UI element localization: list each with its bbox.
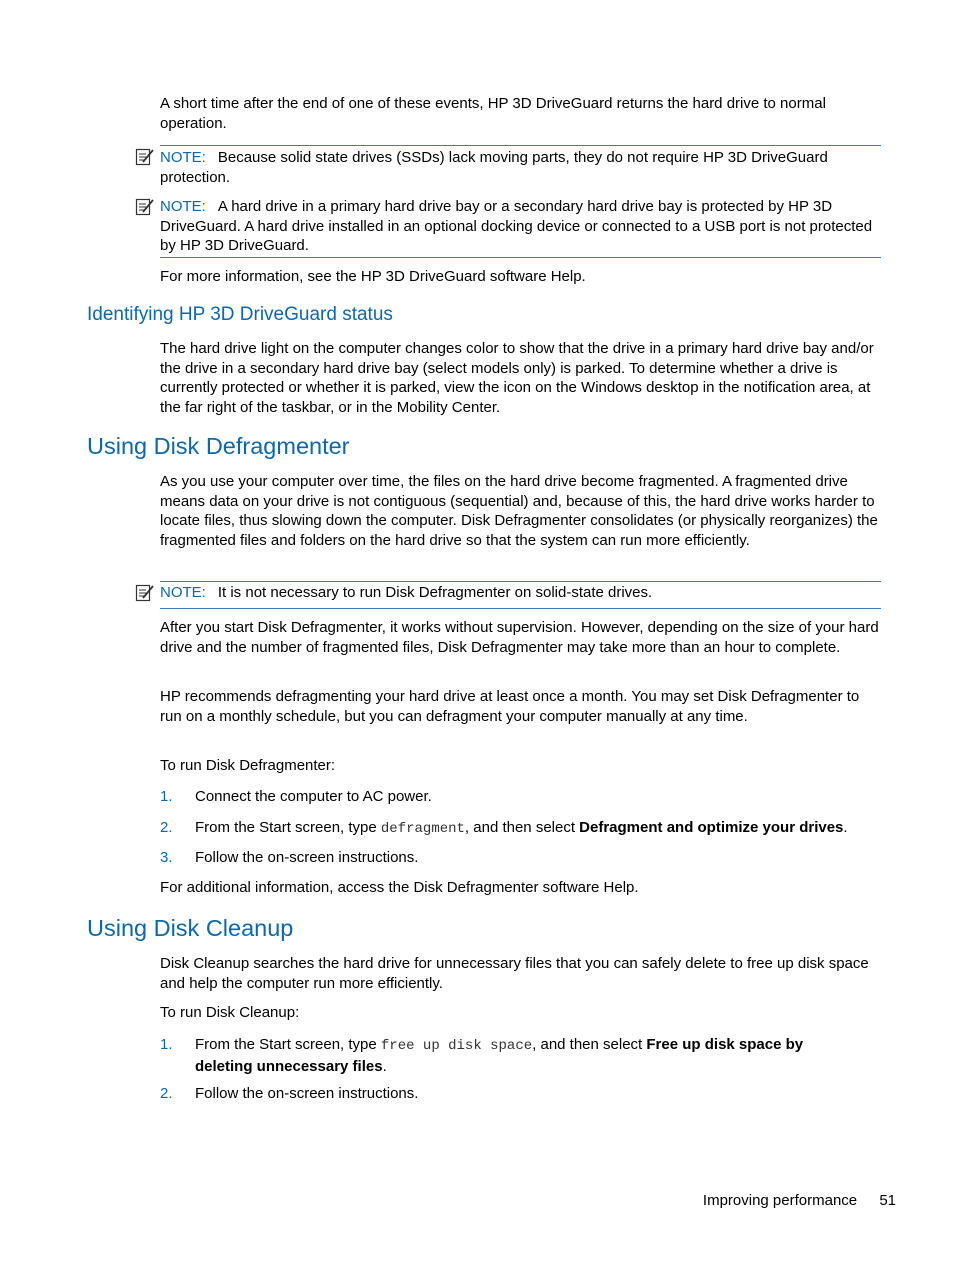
note-label: NOTE: [160,149,206,166]
option-name: Free up disk space by deleting unnecessary files [195,1036,804,1075]
step-text-mid: , and then select [464,819,580,836]
defrag-to-run: To run Disk Defragmenter: [160,757,336,774]
step-text-mid: , and then select [532,1036,647,1053]
step-text-pre: From the Start screen, type [195,819,381,836]
step-text [195,1035,855,1076]
note-icon [135,147,155,167]
defrag-additional-info: For additional information, access the Disk Defragmenter software Help. [160,879,639,896]
step-number: 1. [160,788,173,805]
note-3 [160,583,884,603]
command-text: free up disk space [380,1038,533,1054]
note-label: NOTE: [160,584,206,601]
intro-paragraph: A short time after the end of one of these events, HP 3D DriveGuard returns the hard drive to normal operation. [160,95,826,132]
step-text-pre: From the Start screen, type [195,1036,381,1053]
step-text-post: . [843,819,848,836]
list-item [160,818,884,838]
note-icon [135,583,155,603]
heading-disk-defragmenter: Using Disk Defragmenter [87,433,350,459]
note-2-text: A hard drive in a primary hard drive bay or a secondary hard drive bay is protected by HP 3D DriveGuard. A hard drive installed in an optional docking device or connected to a USB port is not protected by HP 3D DriveGuard. [160,198,873,254]
cleanup-paragraph-1: Disk Cleanup searches the hard drive for unnecessary files that you can safely delete to free up disk space and help the computer run more efficiently. [160,955,869,992]
heading-disk-cleanup: Using Disk Cleanup [87,915,294,941]
step-number: 2. [160,819,173,836]
command-text: defragment [380,821,465,837]
step-text: Follow the on-screen instructions. [195,849,419,866]
heading-identifying-status: Identifying HP 3D DriveGuard status [87,304,393,325]
note-top-rule [160,145,881,146]
defrag-paragraph-3: HP recommends defragmenting your hard drive at least once a month. You may set Disk Defragmenter to run on a monthly schedule, but you can defragment your computer manually at any time. [160,688,860,725]
status-paragraph: The hard drive light on the computer changes color to show that the drive in a primary hard drive bay and/or the drive in a secondary hard drive bay (select models only) is parked. To determine whether a drive is currently protected or whether it is parked, view the icon on the Windows desktop in the notification area, at the far right of the taskbar, or in the Mobility Center. [160,340,874,416]
step-number: 3. [160,849,173,866]
note-1-text: Because solid state drives (SSDs) lack moving parts, they do not require HP 3D DriveGuard protection. [160,149,828,186]
note-3-text: It is not necessary to run Disk Defragmenter on solid-state drives. [217,584,653,601]
list-item [160,787,884,807]
list-item [160,848,884,868]
list-item [160,1084,884,1104]
note-bottom-rule [160,257,881,258]
step-text [195,818,885,840]
list-item [160,1035,884,1075]
step-text: Follow the on-screen instructions. [195,1085,419,1102]
note-label: NOTE: [160,198,206,215]
more-info-paragraph: For more information, see the HP 3D DriveGuard software Help. [160,268,586,285]
step-number: 2. [160,1085,173,1102]
note-bottom-rule [160,608,881,609]
note-1 [160,148,884,187]
step-text: Connect the computer to AC power. [195,788,432,805]
step-text-post: . [382,1057,387,1075]
page-number: 51 [879,1192,896,1209]
defrag-paragraph-2: After you start Disk Defragmenter, it works without supervision. However, depending on the size of your hard drive and the number of fragmented files, Disk Defragmenter may take more than an hour to complete. [160,619,879,656]
step-number: 1. [160,1036,173,1053]
cleanup-to-run: To run Disk Cleanup: [160,1004,300,1021]
page-footer [703,1191,896,1211]
option-name: Defragment and optimize your drives [579,819,844,836]
defrag-paragraph-1: As you use your computer over time, the files on the hard drive become fragmented. A fragmented drive means data on your drive is not contiguous (sequential) and, because of this, the hard drive works harder to locate files, thus slowing down the computer. Disk Defragmenter consolidates (or physically reorganizes) the fragmented files and folders on the hard drive so that the system can run more efficiently. [160,473,878,549]
footer-section-title: Improving performance [702,1192,858,1209]
note-top-rule [160,581,881,582]
note-icon [135,197,155,217]
note-2 [160,197,884,256]
